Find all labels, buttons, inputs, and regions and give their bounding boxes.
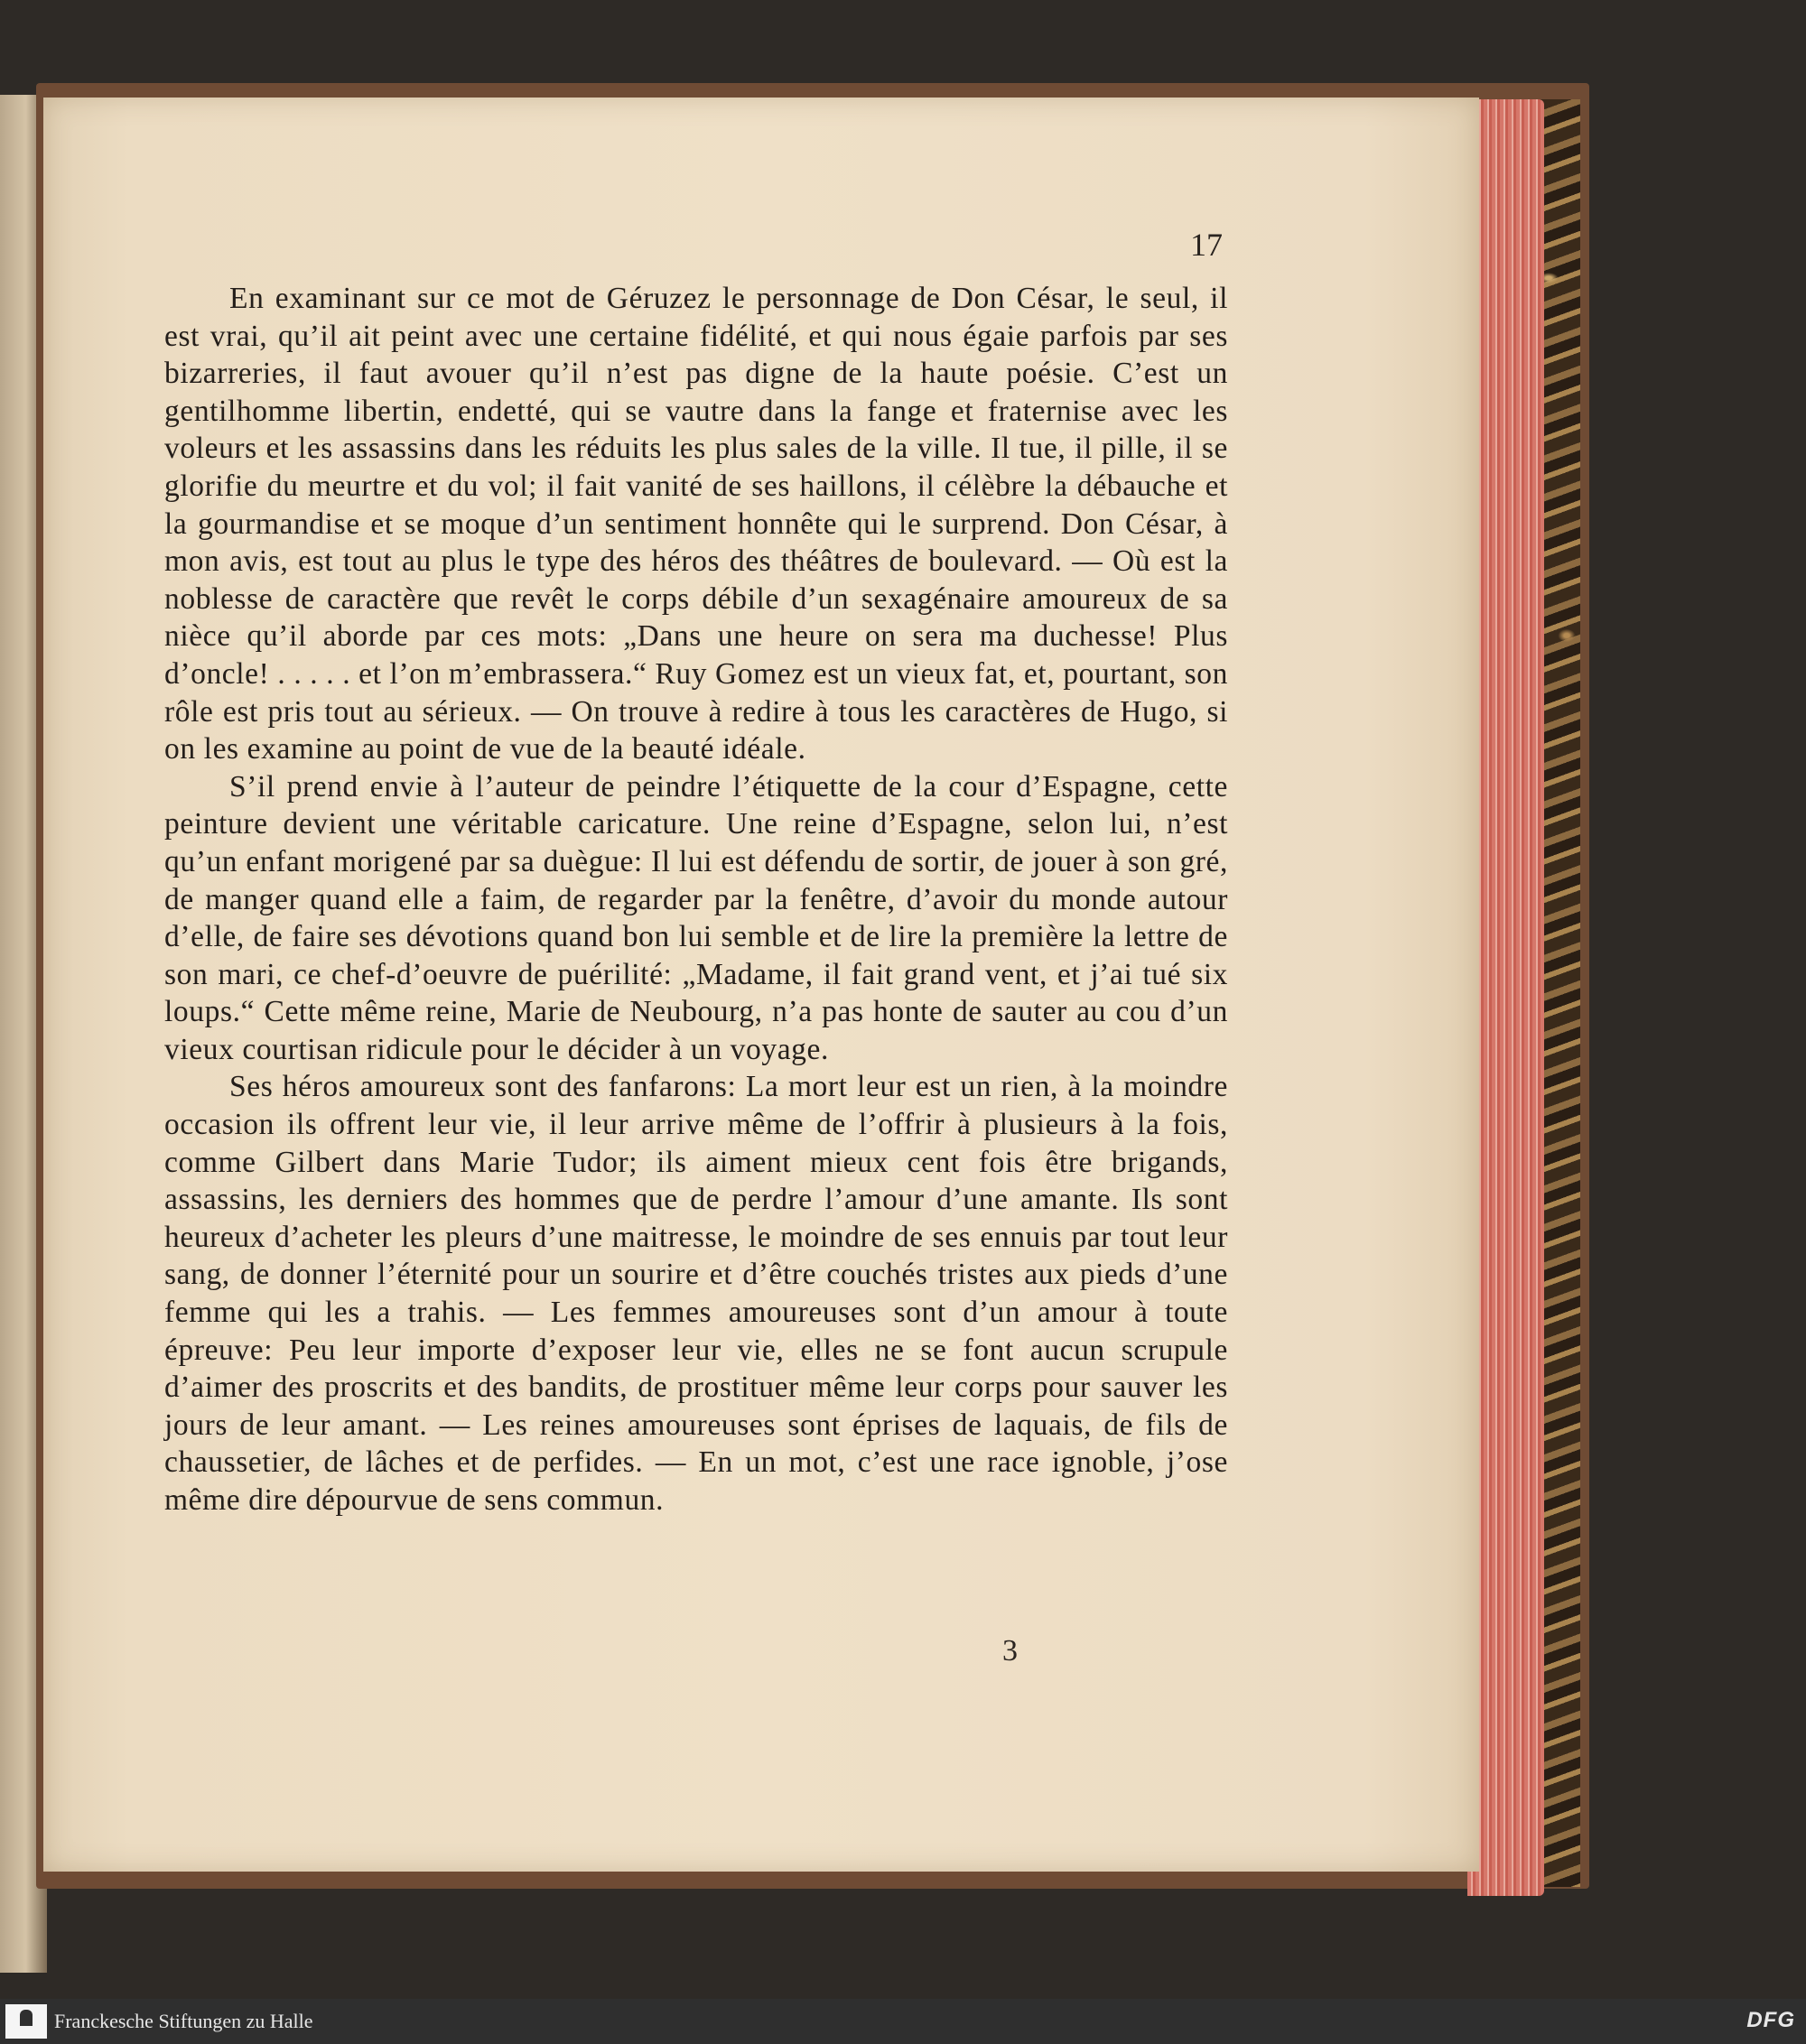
- franckesche-logo-icon: [5, 2004, 47, 2039]
- signature-mark: 3: [1002, 1634, 1018, 1668]
- paragraph-2: S’il prend envie à l’auteur de peindre l’étiquette de la cour d’Espagne, cette peinture devient une véritable caricature. Une reine d’Espagne, selon lui, n’est qu’un enfant morigené par sa duègue: Il lui est défendu de sortir, de jouer à son gré, de manger quand elle a faim, de regarder par la fenêtre, d’avoir du monde autour d’elle, de faire ses dévotions quand bon lui semble et de lire la première la lettre de son mari, ce chef-d’oeuvre de puérilité: „Madame, il fait grand vent, et j’ai tué six loups.“ Cette même reine, Marie de Neubourg, n’a pas honte de sauter au cou d’un vieux courtisan ridicule pour le décider à un voyage.: [164, 769, 1228, 1066]
- footer-bar: [0, 1999, 1806, 2044]
- paragraph-3: Ses héros amoureux sont des fanfarons: La mort leur est un rien, à la moindre occasion ils offrent leur vie, il leur arrive même de l’offrir à plusieurs à la fois, comme Gilbert dans Marie Tudor; ils aiment mieux cent fois être brigands, assassins, les derniers des hommes que de perdre l’amour d’une amante. Ils sont heureux d’acheter les pleurs d’une maitresse, le moindre de ses ennuis par tout leur sang, de donner l’éternité pour un sourire et d’être couchés tristes aux pieds d’une femme qui les a trahis. — Les femmes amoureuses sont d’un amour à toute épreuve: Peu leur importe d’exposer leur vie, elles ne se font aucun scrupule d’aimer des proscrits et des bandits, de prostituer même leur corps pour sauver les jours de leur amant. — Les reines amoureuses sont éprises de laquais, de fils de chaussetier, de lâches et de perfides. — En un mot, c’est une race ignoble, j’ose même dire dépourvue de sens commun.: [164, 1070, 1228, 1517]
- dfg-logo: DFG: [1746, 2008, 1795, 2032]
- paragraph-1: En examinant sur ce mot de Géruzez le personnage de Don César, le seul, il est vrai, qu’il ait peint avec une certaine fidélité, et qui nous égaie parfois par ses bizarreries, il faut avouer qu’il n’est pas digne de la haute poésie. C’est un gentilhomme libertin, endetté, qui se vautre dans la fange et fraternise avec les voleurs et les assassins dans les réduits les plus sales de la ville. Il tue, il pille, il se glorifie du meurtre et du vol; il fait vanité de ses haillons, il célèbre la débauche et la gourmandise et se moque d’un sentiment honnête qui le surprend. Don César, à mon avis, est tout au plus le type des héros des théâtres de boulevard. — Où est la noblesse de caractère que revêt le corps débile d’un sexagénaire amoureux de sa nièce qu’il aborde par ces mots: „Dans une heure on sera ma duchesse! Plus d’oncle! . . . . . et l’on m’embrassera.“ Ruy Gomez est un vieux fat, et, pourtant, son rôle est pris tout au sérieux. — On trouve à redire à tous les caractères de Hugo, si on les examine au point de vue de la beauté idéale.: [164, 282, 1228, 766]
- page-number: 17: [1190, 227, 1223, 263]
- body-text: [164, 280, 1228, 1519]
- footer-institution: Franckesche Stiftungen zu Halle: [54, 2010, 313, 2032]
